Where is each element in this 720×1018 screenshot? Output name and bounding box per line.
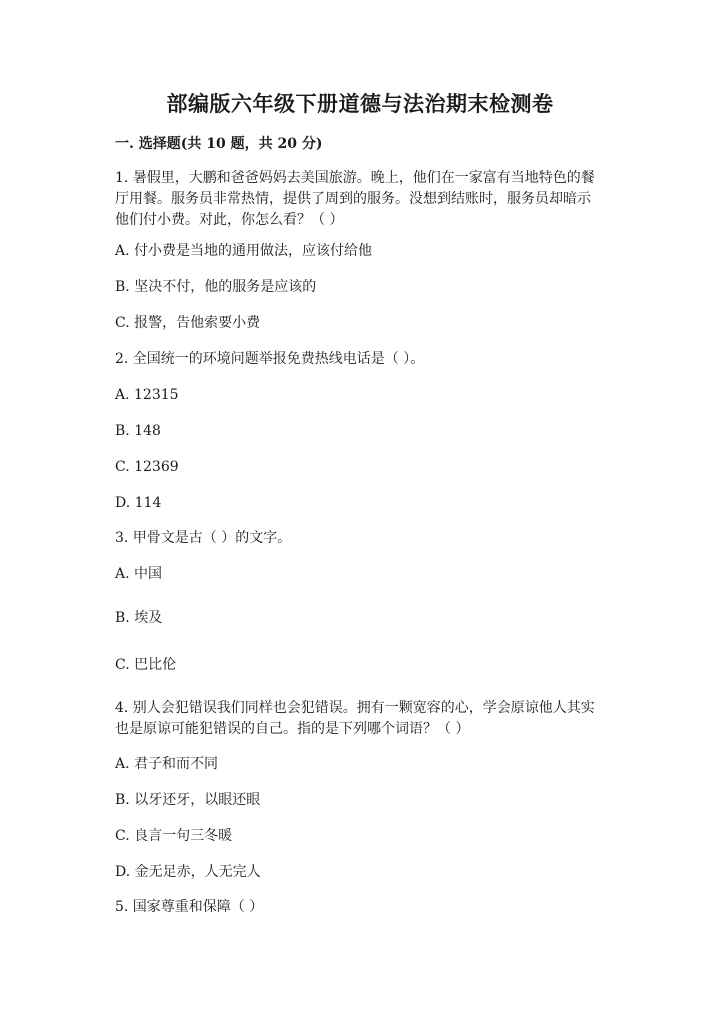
question-5-stem: 5. 国家尊重和保障（ ）: [115, 899, 264, 915]
question-1-stem-line-2: 厅用餐。服务员非常热情，提供了周到的服务。没想到结账时，服务员却暗示: [115, 191, 591, 207]
question-4-stem-line-1: 4. 别人会犯错误我们同样也会犯错误。拥有一颗宽容的心，学会原谅他人其实: [115, 700, 595, 716]
question-3-option-c: C. 巴比伦: [115, 657, 177, 673]
question-4-stem-line-2: 也是原谅可能犯错误的自己。指的是下列哪个词语？（ ）: [115, 721, 470, 737]
question-4-option-d: D. 金无足赤，人无完人: [115, 864, 261, 880]
question-1-option-c: C. 报警，告他索要小费: [115, 315, 261, 331]
question-3-option-a: A. 中国: [115, 566, 163, 582]
question-2-option-d: D. 114: [115, 495, 162, 511]
question-2-option-b: B. 148: [115, 423, 161, 439]
question-2-option-a: A. 12315: [115, 387, 179, 403]
question-2-stem: 2. 全国统一的环境问题举报免费热线电话是（ ）。: [115, 351, 425, 367]
question-1-stem-line-1: 1. 暑假里，大鹏和爸爸妈妈去美国旅游。晚上，他们在一家富有当地特色的餐: [115, 170, 595, 186]
question-4-option-a: A. 君子和而不同: [115, 756, 219, 772]
question-3-option-b: B. 埃及: [115, 610, 163, 626]
question-4-option-b: B. 以牙还牙，以眼还眼: [115, 792, 261, 808]
question-3-stem: 3. 甲骨文是古（ ）的文字。: [115, 530, 292, 546]
question-1-option-b: B. 坚决不付，他的服务是应该的: [115, 279, 317, 295]
question-1-stem-line-3: 他们付小费。对此，你怎么看？（ ）: [115, 212, 344, 228]
section-heading: 一. 选择题(共 10 题，共 20 分): [115, 136, 323, 152]
page-title: 部编版六年级下册道德与法治期末检测卷: [166, 91, 554, 116]
question-2-option-c: C. 12369: [115, 459, 179, 475]
question-4-option-c: C. 良言一句三冬暖: [115, 828, 233, 844]
question-1-option-a: A. 付小费是当地的通用做法，应该付给他: [115, 243, 373, 259]
